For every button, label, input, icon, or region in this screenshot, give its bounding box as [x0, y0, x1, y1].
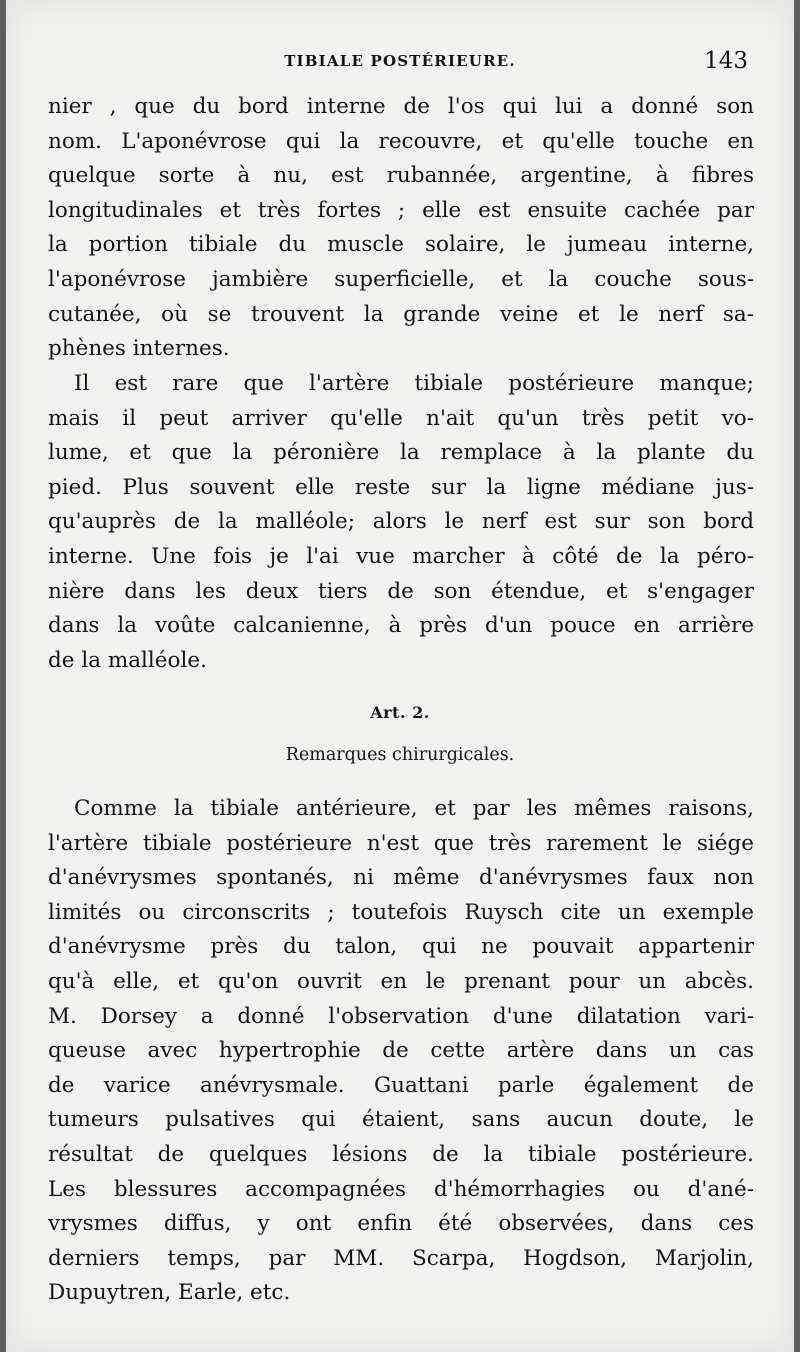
text-line: de varice anévrysmale. Guattani parle également de: [48, 1072, 754, 1098]
text-line: quelque sorte à nu, est rubannée, argentine, à fibres: [48, 163, 754, 189]
text-line: qu'auprès de la malléole; alors le nerf est sur son bord: [48, 509, 754, 535]
running-title: TIBIALE POSTÉRIEURE.: [284, 52, 516, 70]
text-line: d'anévrysme près du talon, qui ne pouvait appartenir: [48, 934, 754, 960]
text-line: Dupuytren, Earle, etc.: [48, 1280, 291, 1306]
text-line: l'artère tibiale postérieure n'est que très rarement le siége: [48, 830, 754, 856]
running-head: [6, 48, 794, 78]
text-line: nier , que du bord interne de l'os qui lui a donné son: [48, 94, 754, 119]
paragraph-surgical-remarks: [48, 792, 754, 1311]
article-heading: Art. 2.: [370, 703, 430, 722]
book-page: [6, 0, 794, 1352]
text-line: d'anévrysmes spontanés, ni même d'anévrysmes faux non: [48, 865, 754, 891]
text-line: limités ou circonscrits ; toutefois Ruysch cite un exemple: [48, 899, 754, 925]
text-line: nière dans les deux tiers de son étendue, et s'engager: [48, 578, 754, 604]
text-line: pied. Plus souvent elle reste sur la ligne médiane jus-: [48, 474, 754, 500]
text-line: nom. L'aponévrose qui la recouvre, et qu'elle touche en: [48, 128, 754, 154]
text-line: mais il peut arriver qu'elle n'ait qu'un très petit vo-: [48, 405, 754, 431]
page-number: 143: [704, 48, 748, 74]
paragraph-continuation: [48, 90, 754, 367]
article-subheading: Remarques chirurgicales.: [285, 745, 515, 765]
text-line: longitudinales et très fortes ; elle est ensuite cachée par: [48, 197, 754, 223]
text-line: Comme la tibiale antérieure, et par les mêmes raisons,: [74, 796, 754, 821]
text-line: interne. Une fois je l'ai vue marcher à côté de la péro-: [48, 543, 754, 569]
text-line: Les blessures accompagnées d'hémorrhagies ou d'ané-: [48, 1176, 754, 1202]
text-line: de la malléole.: [48, 647, 207, 673]
text-line: tumeurs pulsatives qui étaient, sans aucun doute, le: [48, 1107, 754, 1133]
text-line: queuse avec hypertrophie de cette artère dans un cas: [48, 1038, 754, 1064]
text-line: cutanée, où se trouvent la grande veine et le nerf sa-: [48, 301, 754, 327]
text-line: vrysmes diffus, y ont enfin été observées, dans ces: [48, 1211, 754, 1237]
paragraph-anomalies: [48, 367, 754, 678]
text-line: phènes internes.: [48, 336, 230, 362]
text-line: l'aponévrose jambière superficielle, et la couche sous-: [48, 266, 754, 292]
text-line: M. Dorsey a donné l'observation d'une dilatation vari-: [48, 1003, 754, 1029]
text-line: la portion tibiale du muscle solaire, le jumeau interne,: [48, 232, 754, 258]
text-line: derniers temps, par MM. Scarpa, Hogdson, Marjolin,: [48, 1245, 754, 1271]
text-line: lume, et que la péronière la remplace à la plante du: [48, 440, 754, 466]
text-line: Il est rare que l'artère tibiale postérieure manque;: [74, 371, 754, 396]
text-line: qu'à elle, et qu'on ouvrit en le prenant pour un abcès.: [48, 968, 754, 994]
text-line: résultat de quelques lésions de la tibiale postérieure.: [48, 1141, 754, 1167]
text-line: dans la voûte calcanienne, à près d'un pouce en arrière: [48, 613, 754, 639]
